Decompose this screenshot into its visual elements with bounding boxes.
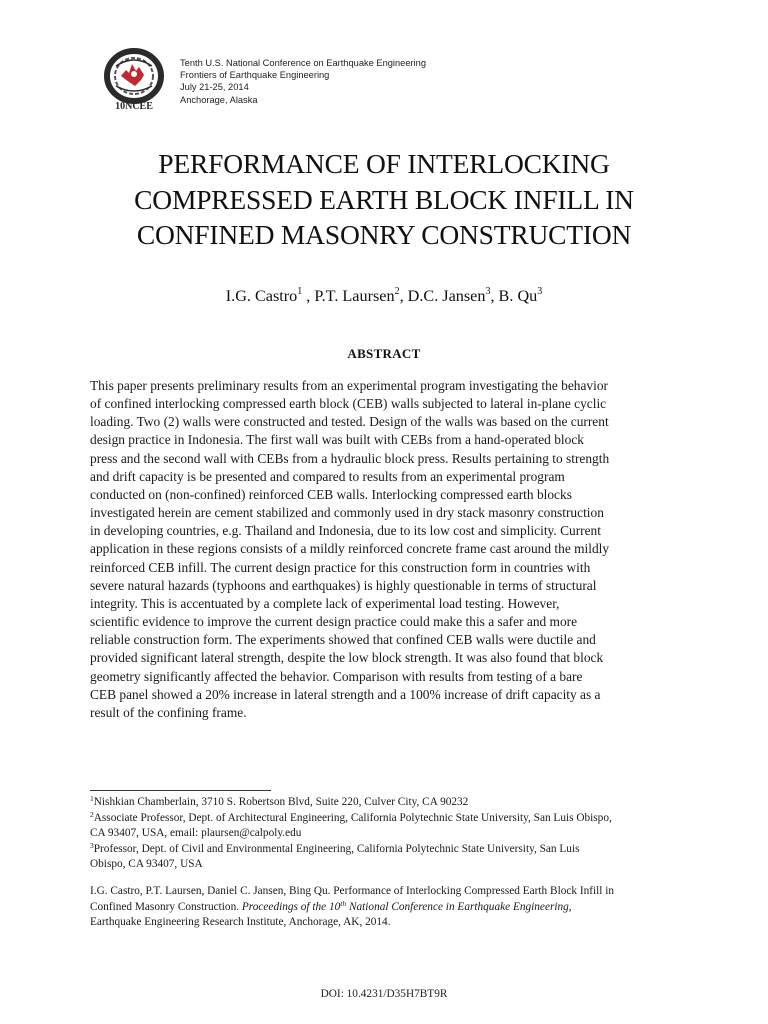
footnote-text: Associate Professor, Dept. of Architectural Engineering, California Polytechnic State University, San Luis Obispo,	[93, 811, 612, 824]
footnote-text: Professor, Dept. of Civil and Environmental Engineering, California Polytechnic State University, San Luis	[93, 842, 580, 855]
footnote-mark: 1	[90, 794, 94, 803]
citation-proceedings: National Conference in Earthquake Engineering	[346, 900, 569, 913]
abstract-line: application in these regions consists of a mildly reinforced concrete frame cast around the mildly	[90, 541, 610, 557]
author-name: B. Qu	[498, 287, 538, 305]
citation-line	[90, 900, 690, 916]
abstract-line: reliable construction form. The experiments showed that confined CEB walls were ductile and	[90, 632, 596, 648]
footnote-text: Nishkian Chamberlain, 3710 S. Robertson Blvd, Suite 220, Culver City, CA 90232	[93, 796, 469, 808]
abstract-line: conducted on (non-confined) reinforced CEB walls. Interlocking compressed earth blocks	[90, 486, 572, 502]
author-affiliation-mark: 3	[485, 286, 491, 297]
abstract-line: geometry significantly affected the behavior. Comparison with results from testing of a bare	[90, 668, 583, 684]
citation-text: Confined Masonry Construction.	[90, 900, 242, 913]
citation-proceedings: Proceedings of the 10	[241, 900, 341, 913]
abstract-body	[90, 377, 680, 722]
logo-wordmark: 10NCEE	[115, 101, 153, 112]
abstract-line: severe natural hazards (typhoons and earthquakes) is highly questionable in terms of structural	[90, 577, 597, 593]
abstract-line: of confined interlocking compressed earth block (CEB) walls subjected to lateral in-plane cyclic	[90, 396, 607, 412]
abstract-line: CEB panel showed a 20% increase in lateral strength and a 100% increase of drift capacity as a	[90, 686, 601, 702]
conference-name: Tenth U.S. National Conference on Earthquake Engineering	[180, 58, 427, 68]
citation-text: ,	[568, 900, 572, 913]
citation-ordinal: th	[340, 898, 347, 908]
footnote-line: Obispo, CA 93407, USA	[90, 858, 203, 871]
footnote-line	[90, 811, 690, 827]
author-name: I.G. Castro	[225, 287, 298, 305]
author-name: D.C. Jansen	[407, 287, 486, 305]
abstract-line: loading. Two (2) walls were constructed and tested. Design of the walls was based on the current	[90, 414, 609, 430]
abstract-line: and drift capacity is be presented and compared to results from an experimental program	[90, 468, 565, 484]
title-line: CONFINED MASONRY CONSTRUCTION	[136, 219, 632, 250]
abstract-line: in developing countries, e.g. Thailand and Indonesia, due to its low cost and simplicity. Current	[90, 523, 601, 539]
footnote-line	[90, 795, 690, 811]
logo-globe-icon	[107, 51, 161, 101]
author-separator: ,	[302, 287, 315, 305]
abstract-line: This paper presents preliminary results from an experimental program investigating the behavior	[90, 378, 608, 393]
author-affiliation-mark: 3	[537, 286, 543, 297]
abstract-line: provided significant lateral strength, despite the low block strength. It was also found that block	[90, 650, 604, 666]
conference-dates: July 21-25, 2014	[180, 82, 249, 93]
conference-location: Anchorage, Alaska	[180, 94, 258, 105]
abstract-line: design practice in Indonesia. The first wall was built with CEBs from a hand-operated block	[90, 432, 584, 448]
abstract-line: integrity. This is accentuated by a complete lack of experimental load testing. However,	[90, 595, 560, 611]
author-list	[60, 287, 708, 306]
conference-header	[180, 57, 426, 106]
abstract-line: press and the second wall with CEBs from a hydraulic block press. Results pertaining to strength	[90, 450, 610, 466]
conference-logo	[94, 46, 174, 112]
title-line: COMPRESSED EARTH BLOCK INFILL IN	[134, 183, 634, 215]
abstract-heading: ABSTRACT	[347, 346, 421, 361]
abstract-line: scientific evidence to improve the current design practice could make this a safer and more	[90, 614, 578, 630]
abstract-line: investigated herein are cement stabilized and commonly used in dry stack masonry construction	[90, 505, 604, 521]
doi-identifier: DOI: 10.4231/D35H7BT9R	[320, 988, 448, 1000]
author-separator: ,	[399, 287, 408, 305]
footnote-line	[90, 842, 690, 858]
citation-line: Earthquake Engineering Research Institute, Anchorage, AK, 2014.	[90, 916, 391, 929]
author-affiliation-mark: 2	[394, 286, 400, 297]
footnote-mark: 3	[90, 840, 94, 850]
title-line: PERFORMANCE OF INTERLOCKING	[158, 148, 610, 179]
author-affiliation-mark: 1	[297, 286, 303, 297]
footnote-line: CA 93407, USA, email: plaursen@calpoly.edu	[90, 827, 302, 840]
footnote-mark: 2	[90, 809, 94, 819]
abstract-line: reinforced CEB infill. The current design practice for this construction form in countries with	[90, 559, 591, 575]
footnotes	[90, 795, 690, 873]
author-name: P.T. Laursen	[314, 287, 395, 305]
conference-theme: Frontiers of Earthquake Engineering	[180, 70, 330, 81]
citation-line: I.G. Castro, P.T. Laursen, Daniel C. Jansen, Bing Qu. Performance of Interlocking Compressed Earth Block Infill in	[90, 885, 615, 897]
author-separator: ,	[490, 287, 499, 305]
citation-block	[90, 884, 690, 931]
abstract-line: result of the confining frame.	[90, 704, 247, 720]
paper-title	[60, 146, 708, 253]
footnote-divider	[90, 790, 271, 791]
